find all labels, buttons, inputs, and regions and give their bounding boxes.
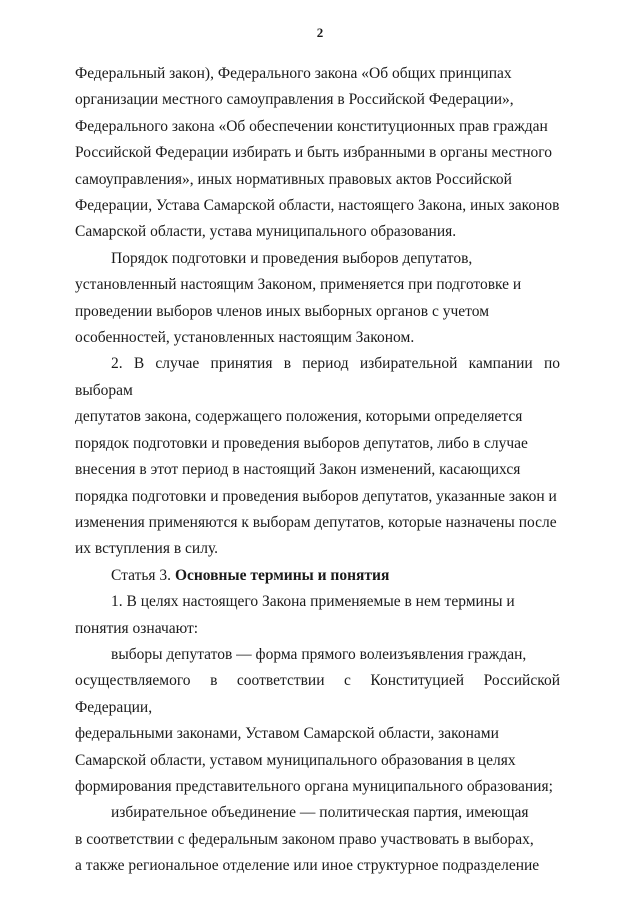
document-body: [75, 61, 560, 880]
article-heading: [75, 563, 560, 589]
definition-electoral-association: избирательное объединение — политическая партия, имеющая в соответствии с федеральным законом право участвовать в выборах, а также региональное отделение или иное структурное подразделение: [75, 804, 540, 875]
paragraph-continuation: Федеральный закон), Федерального закона «Об общих принципах организации местного самоуправления в Российской Федерации», Федерального закона «Об обеспечении конституционных прав граждан Российской Федерации избирать и быть избранными в органы местного самоуправления», иных нормативных правовых актов Российской Федерации, Устава Самарской области, настоящего Закона, иных законов Самарской области, устава муниципального образования.: [75, 65, 560, 241]
article-title: Основные термины и понятия: [174, 566, 390, 584]
paragraph-procedure-scope: Порядок подготовки и проведения выборов депутатов, установленный настоящим Законом, применяется при подготовке и проведении выборов членов иных выборных органов с учетом особенностей, установленных настоящим Законом.: [75, 249, 522, 347]
article-label: Статья 3.: [111, 566, 175, 584]
page-number: 2: [316, 25, 324, 40]
paragraph-2-law-changes: 2. В случае принятия в период избирательной кампании по выборам депутатов закона, содержащего положения, которыми определяется порядок подготовки и проведения выборов депутатов, либо в случае внесения в этот период в настоящий Закон изменений, касающихся порядка подготовки и проведения выборов депутатов, указанные закон и изменения применяются к выборам депутатов, которые назначены после их вступления в силу.: [75, 355, 560, 558]
paragraph-1-terms-intro: 1. В целях настоящего Закона применяемые в нем термины и понятия означают:: [75, 593, 515, 637]
definition-elections-of-deputies: выборы депутатов — форма прямого волеизъявления граждан, осуществляемого в соответствии с Конституцией Российской Федерации, федеральными законами, Уставом Самарской области, законами Самарской области, уставом муниципального образования в целях формирования представительного органа муниципального образования;: [75, 645, 560, 795]
